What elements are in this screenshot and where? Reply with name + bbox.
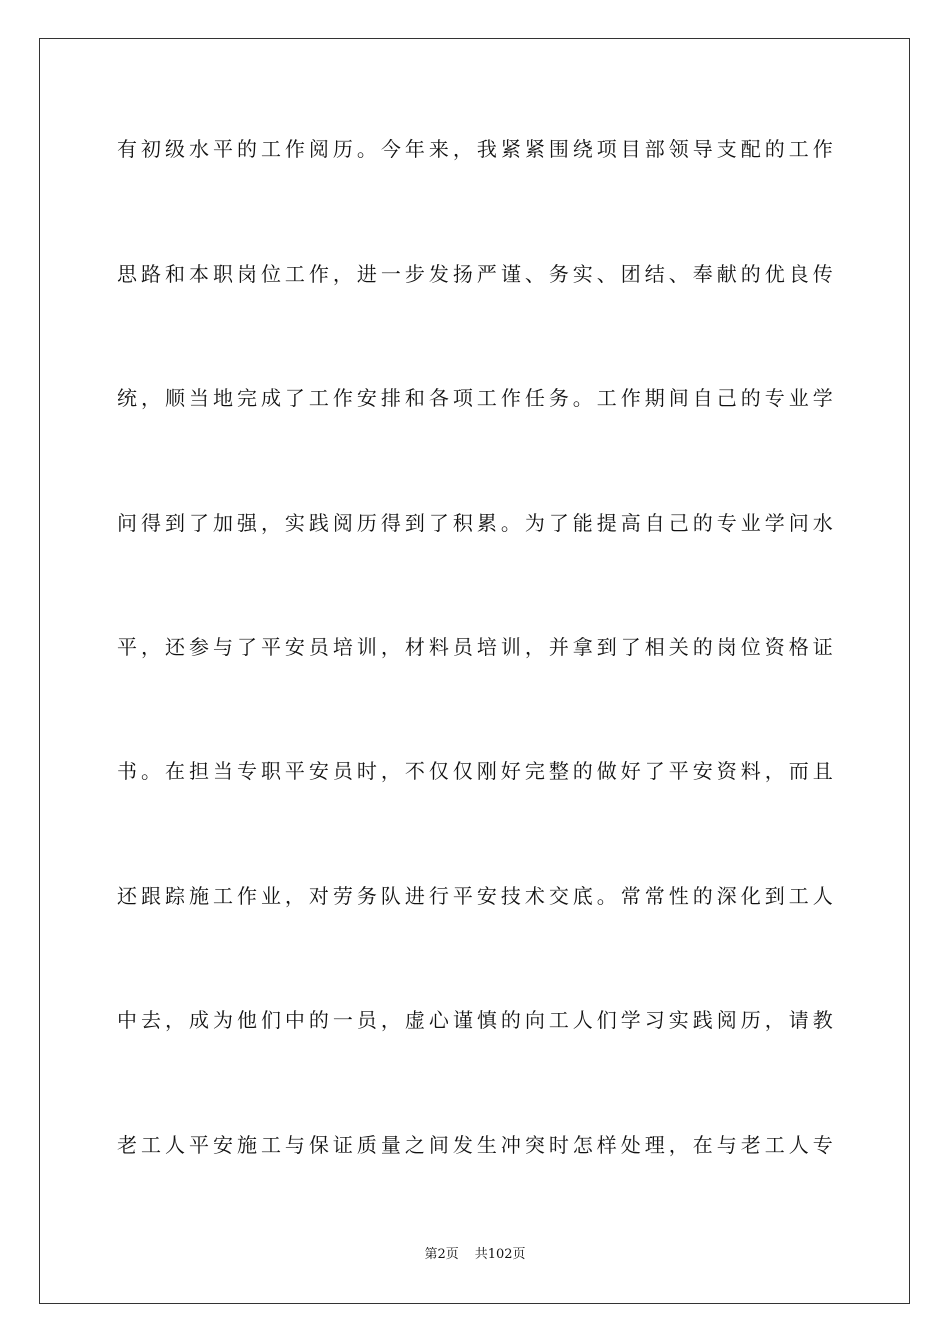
- page-number: 第2页: [424, 1247, 459, 1262]
- body-text-line-7: 还跟踪施工作业，对劳务队进行平安技术交底。常常性的深化到工人: [117, 884, 833, 908]
- body-text-line-3: 统，顺当地完成了工作安排和各项工作任务。工作期间自己的专业学: [117, 386, 833, 410]
- body-text-line-4: 问得到了加强，实践阅历得到了积累。为了能提高自己的专业学问水: [117, 511, 833, 535]
- body-text-line-9: 老工人平安施工与保证质量之间发生冲突时怎样处理，在与老工人专: [117, 1133, 833, 1157]
- page-border: [39, 38, 910, 1304]
- body-text-line-2: 思路和本职岗位工作，进一步发扬严谨、务实、团结、奉献的优良传: [117, 262, 833, 286]
- page-total: 共102页: [474, 1247, 526, 1262]
- body-text-line-1: 有初级水平的工作阅历。今年来，我紧紧围绕项目部领导支配的工作: [117, 137, 833, 161]
- page-footer: [0, 1246, 950, 1264]
- body-text-line-5: 平，还参与了平安员培训，材料员培训，并拿到了相关的岗位资格证: [117, 635, 833, 659]
- body-text-line-8: 中去，成为他们中的一员，虚心谨慎的向工人们学习实践阅历，请教: [117, 1008, 833, 1032]
- body-text-line-6: 书。在担当专职平安员时，不仅仅刚好完整的做好了平安资料，而且: [117, 759, 833, 783]
